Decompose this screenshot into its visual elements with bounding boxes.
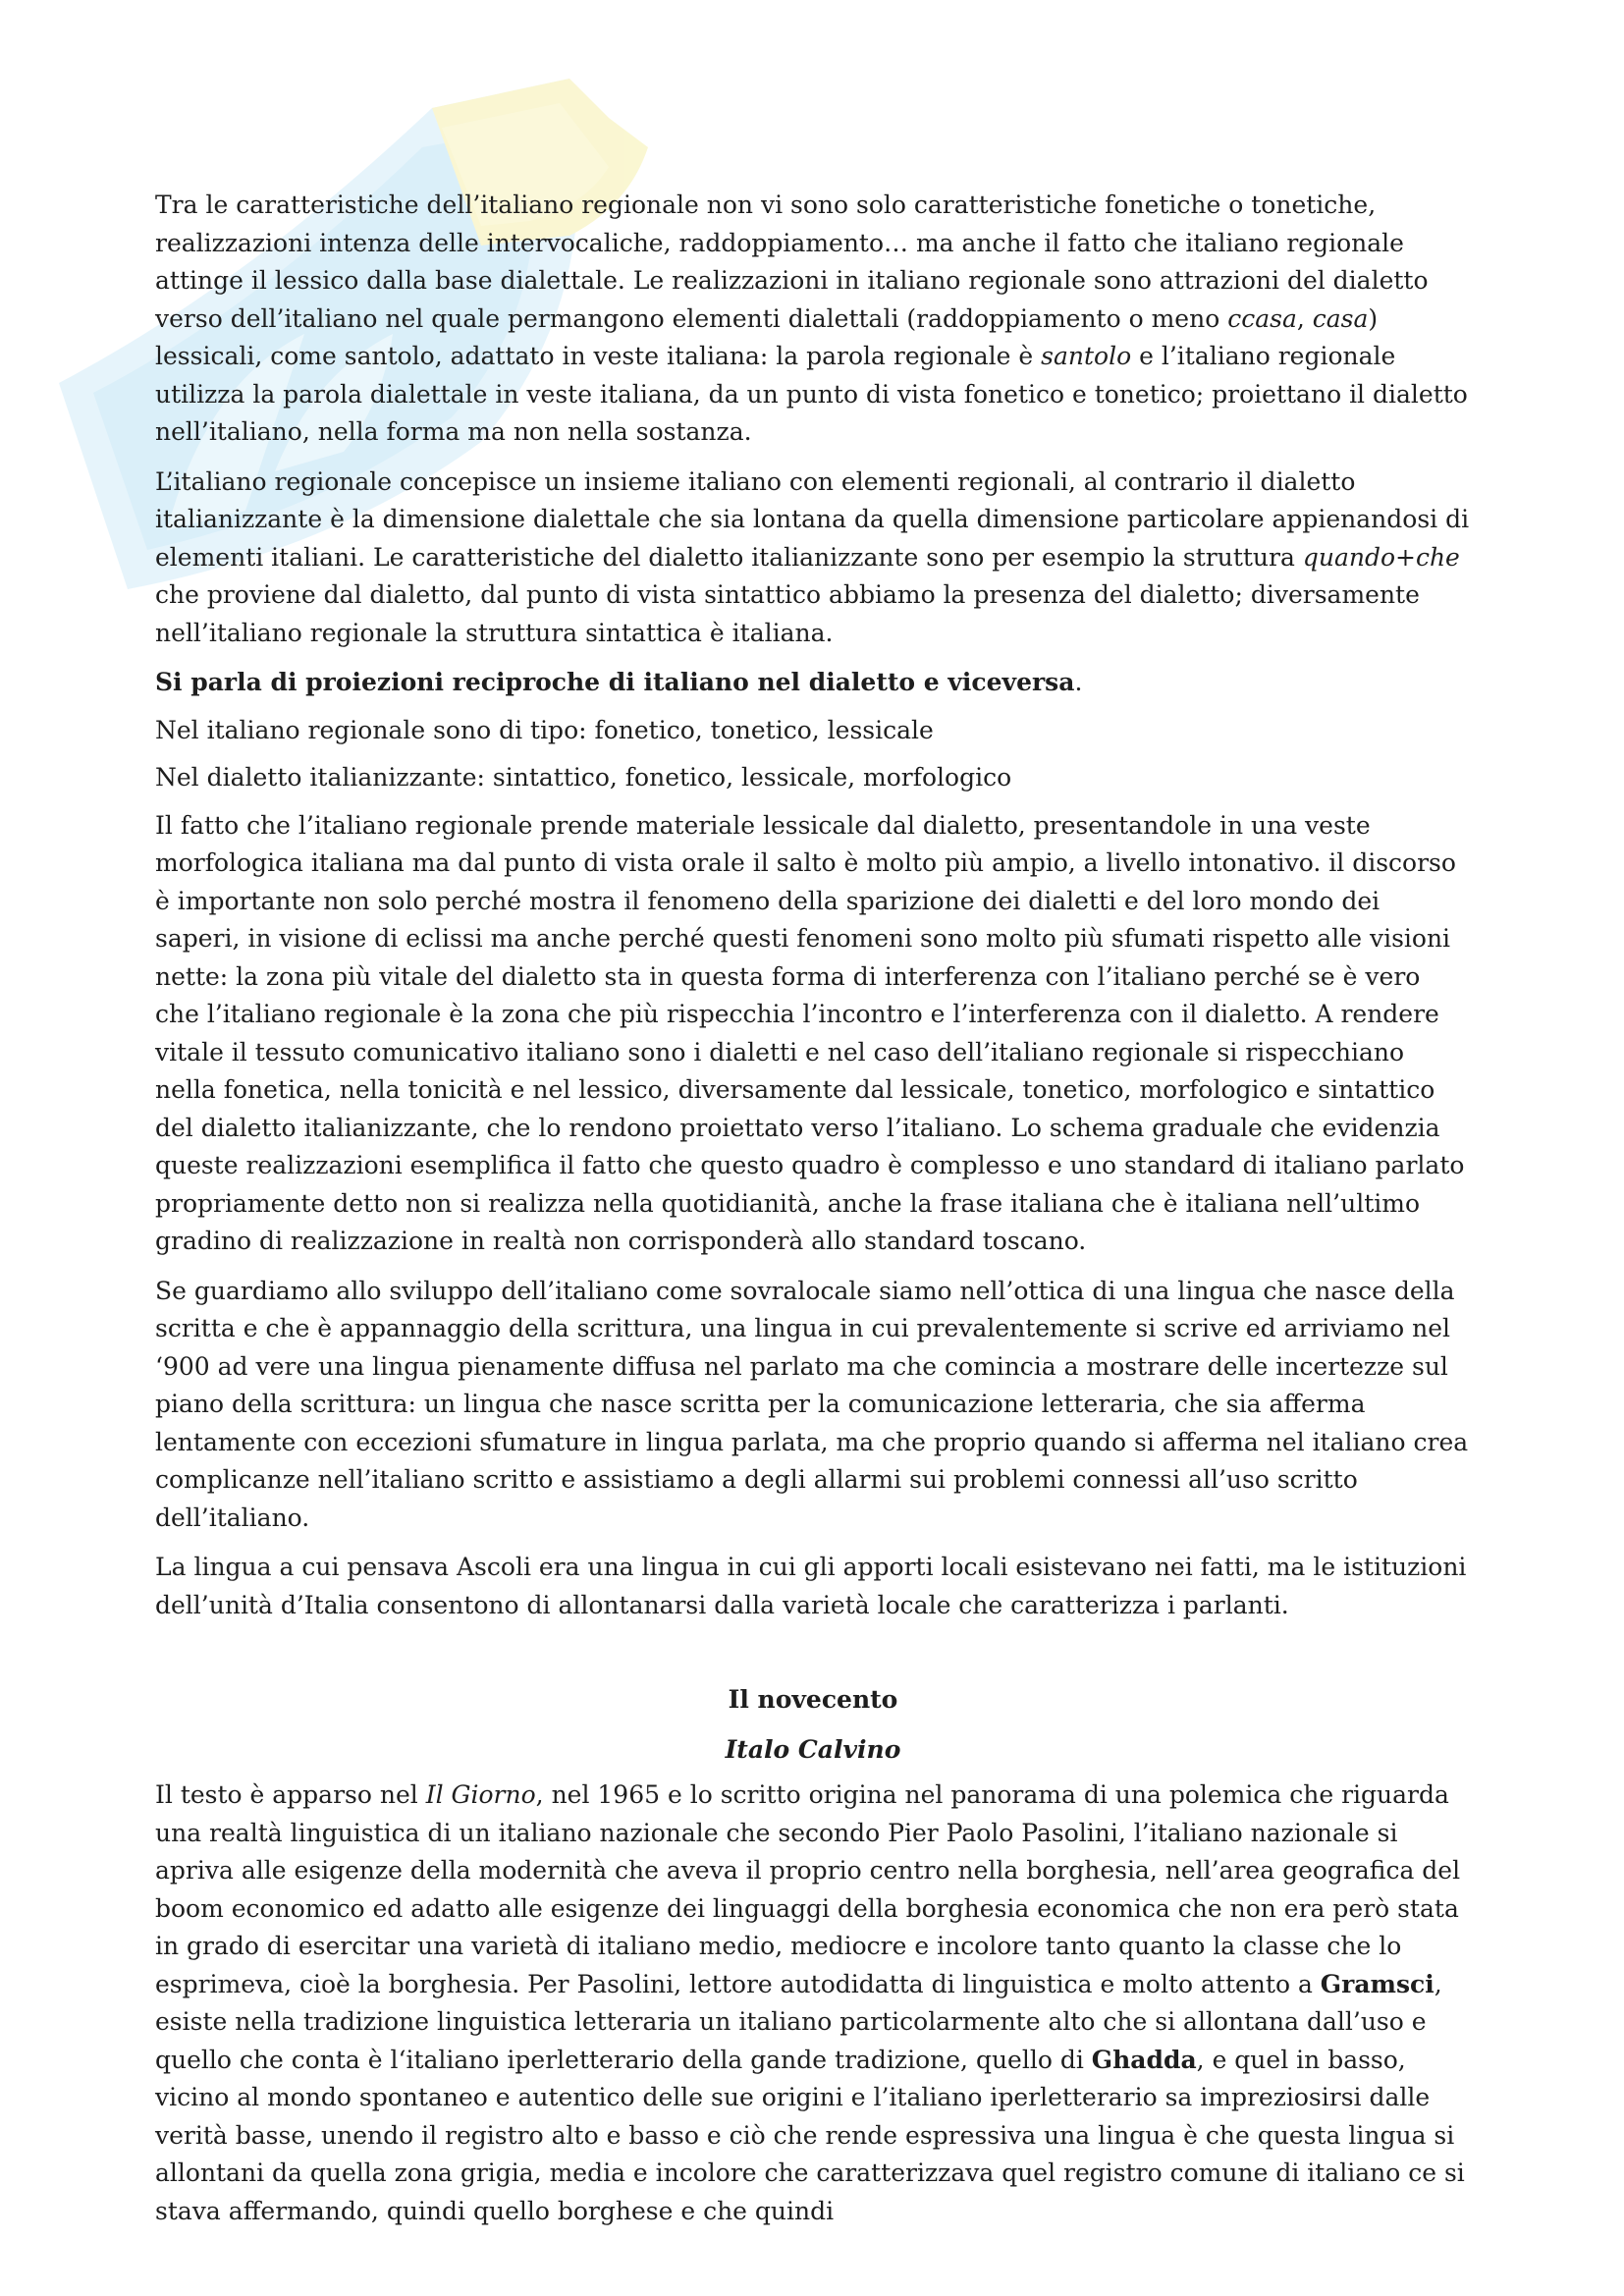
paragraph-regional-types: Nel italiano regionale sono di tipo: fonetico, tonetico, lessicale [155, 715, 934, 744]
paragraph-supralocal-development: Se guardiamo allo sviluppo dell’italiano come sovralocale siamo nell’ottica di una lingua che nasce della scritta e che è appannaggio della scrittura, una lingua in cui prevalentemente si scrive ed arriviamo nel ‘900 ad vere una lingua pienamente diffusa nel parlato ma che comincia a mostrare delle incertezze sul piano della scrittura: un lingua che nasce scritta per la comunicazione letteraria, che sia afferma lentamente con eccezioni sfumature in lingua parlata, ma che proprio quando si afferma nel italiano crea complicanze nell’italiano scritto e assistiamo a degli allarmi sui problemi connessi all’uso scritto dell’italiano. [155, 1276, 1469, 1532]
paragraph-regional-features: Tra le caratteristiche dell’italiano regionale non vi sono solo caratteristiche fonetiche o tonetiche, realizzazioni intenza delle intervocaliche, raddoppiamento… ma anche il fatto che italiano regionale attinge il lessico dalla base dialettale. Le realizzazioni in italiano regionale sono attrazioni del dialetto verso dell’italiano nel quale permangono elementi dialettali (raddoppiamento o meno ccasa, casa) lessicali, come santolo, adattato in veste italiana: la parola regionale è santolo e l’italiano regionale utilizza la parola dialettale in veste italiana, da un punto di vista fonetico e tonetico; proiettano il dialetto nell’italiano, nella forma ma non nella sostanza. [155, 191, 1468, 446]
section-subtitle: Italo Calvino [725, 1734, 901, 1764]
section-title: Il novecento [728, 1685, 898, 1714]
paragraph-reciprocal-projections: Si parla di proiezioni reciproche di italiano nel dialetto e viceversa. [155, 668, 1083, 696]
document-page [155, 187, 1471, 2242]
paragraph-lexical-material: Il fatto che l’italiano regionale prende materiale lessicale dal dialetto, presentandole in una veste morfologica italiana ma dal punto di vista orale il salto è molto più ampio, a livello intonativo. il discorso è importante non solo perché mostra il fenomeno della sparizione dei dialetti e del loro mondo dei saperi, in visione di eclissi ma anche perché questi fenomeni sono molto più sfumati rispetto alle visioni nette: la zona più vitale del dialetto sta in questa forma di interferenza con l’italiano perché se è vero che l’italiano regionale è la zona che più rispecchia l’incontro e l’interferenza con il dialetto. A rendere vitale il tessuto comunicativo italiano sono i dialetti e nel caso dell’italiano regionale si rispecchiano nella fonetica, nella tonicità e nel lessico, diversamente dal lessicale, tonetico, morfologico e sintattico del dialetto italianizzante, che lo rendono proiettato verso l’italiano. Lo schema graduale che evidenzia queste realizzazioni esemplifica il fatto che questo quadro è complesso e uno standard di italiano parlato propriamente detto non si realizza nella quotidianità, anche la frase italiana che è italiana nell’ultimo gradino di realizzazione in realtà non corrisponderà allo standard toscano. [155, 810, 1465, 1255]
paragraph-calvino: Il testo è apparso nel Il Giorno, nel 1965 e lo scritto origina nel panorama di una polemica che riguarda una realtà linguistica di un italiano nazionale che secondo Pier Paolo Pasolini, l’italiano nazionale si apriva alle esigenze della modernità che aveva il proprio centro nella borghesia, nell’area geografica del boom economico ed adatto alle esigenze dei linguaggi della borghesia economica che non era però stata in grado di esercitar una varietà di italiano medio, mediocre e incolore tanto quanto la classe che lo esprimeva, cioè la borghesia. Per Pasolini, lettore autodidatta di linguistica e molto attento a Gramsci, esiste nella tradizione linguistica letteraria un italiano particolarmente alto che si allontana dall’uso e quello che conta è l‘italiano iperletterario della gande tradizione, quello di Ghadda, e quel in basso, vicino al mondo spontaneo e autentico delle sue origini e l’italiano iperletterario sa impreziosirsi dalle verità basse, unendo il registro alto e basso e ciò che rende espressiva una lingua è che questa lingua si allontani da quella zona grigia, media e incolore che caratterizzava quel registro comune di italiano ce si stava affermando, quindi quello borghese e che quindi [155, 1780, 1465, 2225]
paragraph-ascoli: La lingua a cui pensava Ascoli era una lingua in cui gli apporti locali esistevano nei fatti, ma le istituzioni dell’unità d’Italia consentono di allontanarsi dalla varietà locale che caratterizza i parlanti. [155, 1553, 1467, 1619]
paragraph-italianizing-dialect: L’italiano regionale concepisce un insieme italiano con elementi regionali, al contrario il dialetto italianizzante è la dimensione dialettale che sia lontana da quella dimensione particolare appienandosi di elementi italiani. Le caratteristiche del dialetto italianizzante sono per esempio la struttura quando+che che proviene dal dialetto, dal punto di vista sintattico abbiamo la presenza del dialetto; diversamente nell’italiano regionale la struttura sintattica è italiana. [155, 466, 1470, 647]
paragraph-dialect-types: Nel dialetto italianizzante: sintattico, fonetico, lessicale, morfologico [155, 763, 1012, 792]
